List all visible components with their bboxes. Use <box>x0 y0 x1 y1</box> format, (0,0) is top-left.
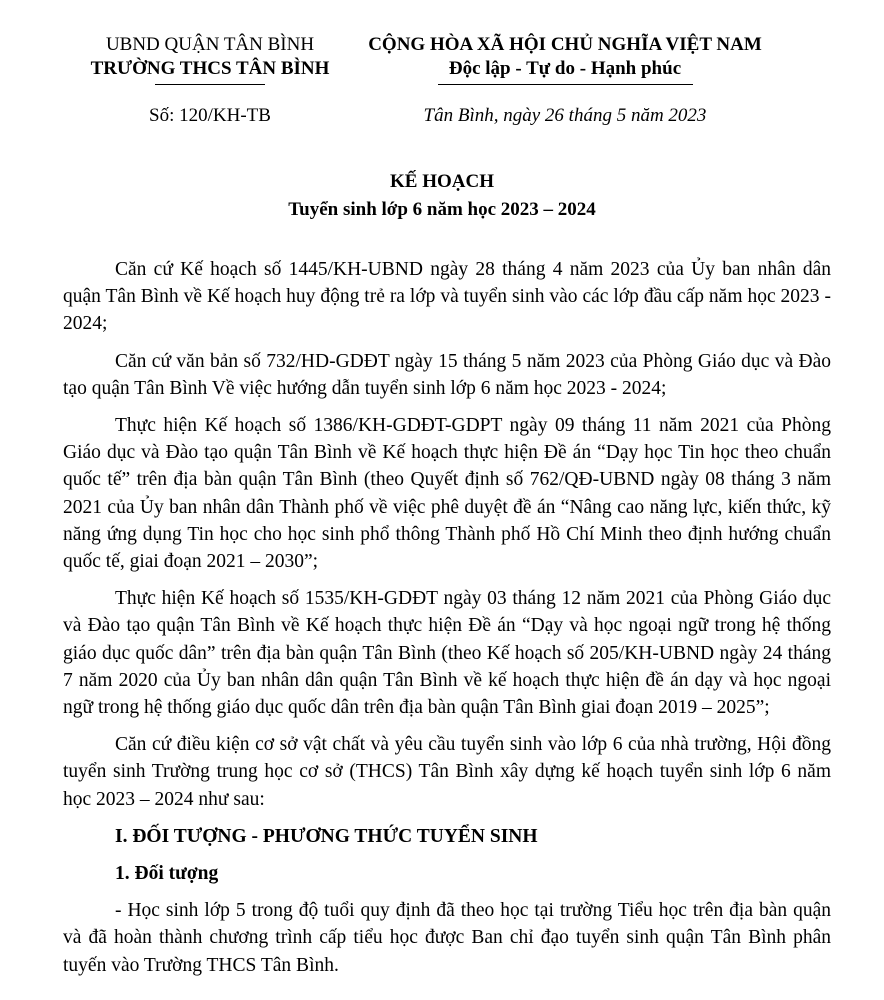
body-paragraph: - Học sinh lớp 5 trong độ tuổi quy định đã theo học tại trường Tiểu học trên địa bàn quận và đã hoàn thành chương trình cấp tiểu học được Ban chỉ đạo tuyển sinh quận Tân Bình phân tuyến vào Trường THCS Tân Bình. <box>63 900 831 976</box>
school-name: TRƯỜNG THCS TÂN BÌNH <box>90 58 330 79</box>
document-title: KẾ HOẠCH <box>390 171 494 192</box>
section-subheading: 1. Đối tượng <box>115 863 219 885</box>
motto-underline <box>438 84 693 85</box>
section-heading: I. ĐỐI TƯỢNG - PHƯƠNG THỨC TUYỂN SINH <box>115 825 538 847</box>
national-motto: Độc lập - Tự do - Hạnh phúc <box>448 58 682 79</box>
body-paragraph: Căn cứ văn bản số 732/HD-GDĐT ngày 15 tháng 5 năm 2023 của Phòng Giáo dục và Đào tạo quận Tân Bình Về việc hướng dẫn tuyển sinh lớp 6 năm học 2023 - 2024; <box>63 350 831 399</box>
document-title-block <box>0 168 884 224</box>
issuer-underline <box>155 84 265 85</box>
document-number: Số: 120/KH-TB <box>149 105 271 126</box>
document-date: Tân Bình, ngày 26 tháng 5 năm 2023 <box>423 105 707 126</box>
body-paragraph: Thực hiện Kế hoạch số 1535/KH-GDĐT ngày 03 tháng 12 năm 2021 của Phòng Giáo dục và Đào tạo quận Tân Bình về Kế hoạch thực hiện Đề án “Dạy và học ngoại ngữ trong hệ thống giáo dục quốc dân” trên địa bàn quận Tân Bình (theo Kế hoạch số 205/KH-UBND ngày 24 tháng 7 năm 2020 của Ủy ban nhân dân quận Tân Bình về kế hoạch thực hiện đề án dạy và học ngoại ngữ trong hệ thống giáo dục quốc dân trên địa bàn quận Tân Bình giai đoạn 2019 – 2025”; <box>63 588 831 719</box>
issuer-block <box>60 33 360 85</box>
national-header <box>350 33 780 85</box>
body-paragraph: Thực hiện Kế hoạch số 1386/KH-GDĐT-GDPT ngày 09 tháng 11 năm 2021 của Phòng Giáo dục và Đào tạo quận Tân Bình về Kế hoạch thực hiện Đề án “Dạy học Tin học theo chuẩn quốc tế” trên địa bàn quận Tân Bình (theo Quyết định số 762/QĐ-UBND ngày 08 tháng 3 năm 2021 của Ủy ban nhân dân Thành phố về việc phê duyệt đề án “Nâng cao năng lực, kiến thức, kỹ năng ứng dụng Tin học cho học sinh phổ thông Thành phố Hồ Chí Minh theo định hướng chuẩn quốc tế, giai đoạn 2021 – 2030”; <box>63 415 831 573</box>
agency-name: UBND QUẬN TÂN BÌNH <box>105 34 315 55</box>
document-body <box>63 256 831 989</box>
body-paragraph: Căn cứ Kế hoạch số 1445/KH-UBND ngày 28 tháng 4 năm 2023 của Ủy ban nhân dân quận Tân Bình về Kế hoạch huy động trẻ ra lớp và tuyển sinh vào các lớp đầu cấp năm học 2023 - 2024; <box>63 259 831 335</box>
nation-name: CỘNG HÒA XÃ HỘI CHỦ NGHĨA VIỆT NAM <box>368 34 762 55</box>
body-paragraph: Căn cứ điều kiện cơ sở vật chất và yêu cầu tuyển sinh vào lớp 6 của nhà trường, Hội đồng tuyển sinh Trường trung học cơ sở (THCS) Tân Bình xây dựng kế hoạch tuyển sinh lớp 6 năm học 2023 – 2024 như sau: <box>63 734 831 810</box>
document-subtitle: Tuyển sinh lớp 6 năm học 2023 – 2024 <box>288 199 596 220</box>
